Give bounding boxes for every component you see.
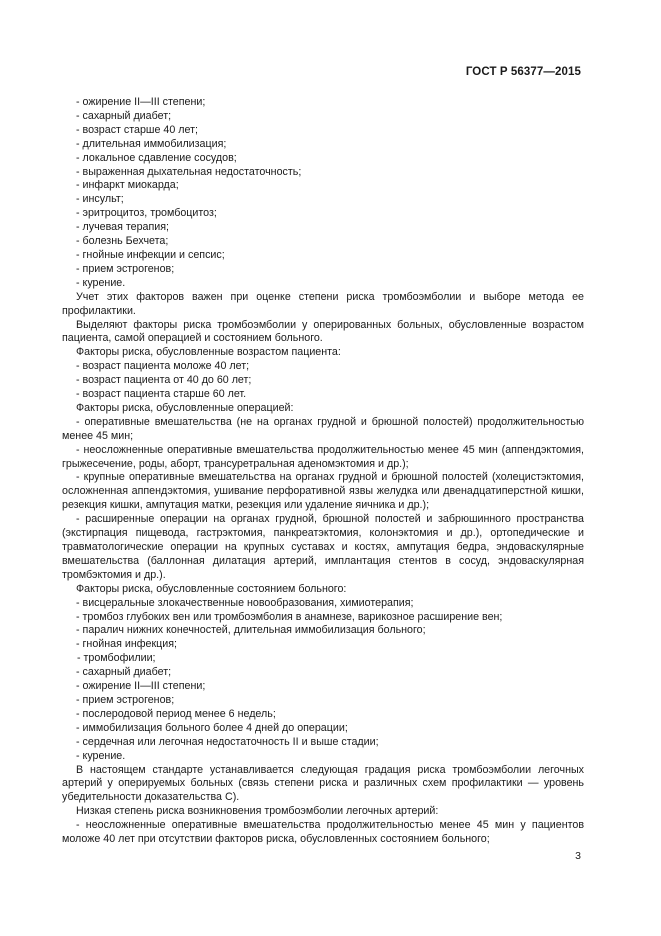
list-item: - длительная иммобилизация; bbox=[76, 137, 227, 150]
list-item: - ожирение II—III степени; bbox=[76, 96, 206, 108]
list-item: - расширенные операции на органах грудной, брюшной полостей и забрюшинного пространства (экстирпация пищевода, гастрэктомия, панкреатэктомия, колонэктомия и др.), ортопедические и травматологические операции на крупных суставах и костях, ампутация бедра, эндоваскулярные вмешательства (баллонная дилатация артерий, имплантация стентов в сосуд, эндоваскулярная тромбэктомия и др.). bbox=[62, 513, 584, 581]
list-item: - сахарный диабет; bbox=[76, 109, 172, 122]
list-item: - прием эстрогенов; bbox=[76, 693, 175, 706]
list-item: - курение. bbox=[76, 276, 126, 289]
list-item: - возраст пациента моложе 40 лет; bbox=[76, 360, 250, 373]
paragraph: Учет этих факторов важен при оценке степени риска тромбоэмболии и выборе метода ее профилактики. bbox=[62, 290, 584, 317]
list-item: - оперативные вмешательства (не на органах грудной и брюшной полостей) продолжительностью менее 45 мин; bbox=[62, 415, 584, 442]
list-item: - гнойные инфекции и сепсис; bbox=[76, 248, 225, 261]
list-item: - эритроцитоз, тромбоцитоз; bbox=[76, 207, 217, 220]
list-item: - тромбоз глубоких вен или тромбоэмболия в анамнезе, варикозное расширение вен; bbox=[76, 610, 503, 623]
document-header: ГОСТ Р 56377—2015 bbox=[465, 66, 581, 78]
section-heading: Факторы риска, обусловленные операцией: bbox=[76, 401, 294, 414]
section-heading: Факторы риска, обусловленные возрастом пациента: bbox=[76, 346, 341, 359]
list-item: - крупные оперативные вмешательства на органах грудной и брюшной полостей (холецистэктомия, осложненная аппендэктомия, ушивание перфоративной язвы желудка или двенадцатиперстной кишки, резекция кишки, ампутация матки, резекция или удаление яичника и др.); bbox=[62, 471, 584, 512]
list-item: - болезнь Бехчета; bbox=[76, 235, 169, 248]
list-item: - иммобилизация больного более 4 дней до операции; bbox=[76, 721, 348, 734]
paragraph: В настоящем стандарте устанавливается следующая градация риска тромбоэмболии легочных артерий у оперируемых больных (связь степени риска и различных схем профилактики — уровень убедительности доказательства С). bbox=[62, 763, 584, 804]
list-item: - прием эстрогенов; bbox=[76, 262, 175, 275]
list-item: - локальное сдавление сосудов; bbox=[76, 151, 237, 164]
list-item: - возраст старше 40 лет; bbox=[76, 123, 198, 136]
list-item: - инсульт; bbox=[76, 193, 124, 206]
list-item: - возраст пациента старше 60 лет. bbox=[76, 388, 247, 401]
list-item: - неосложненные оперативные вмешательства продолжительностью менее 45 мин у пациентов моложе 40 лет при отсутствии факторов риска, обусловленных состоянием больного; bbox=[62, 819, 584, 846]
list-item: - неосложненные оперативные вмешательства продолжительностью менее 45 мин (аппендэктомия, грыжесечение, роды, аборт, трансуретральная аденомэктомия и др.); bbox=[62, 443, 584, 470]
section-heading: Факторы риска, обусловленные состоянием больного: bbox=[76, 582, 347, 595]
list-item: - инфаркт миокарда; bbox=[76, 179, 179, 192]
page-number: 3 bbox=[575, 850, 581, 862]
list-item: - лучевая терапия; bbox=[76, 221, 169, 234]
list-item: - ожирение II—III степени; bbox=[76, 680, 206, 693]
list-item: - тромбофилии; bbox=[77, 652, 156, 665]
list-item: - возраст пациента от 40 до 60 лет; bbox=[76, 374, 252, 387]
list-item: - курение. bbox=[76, 749, 126, 762]
list-item: - гнойная инфекция; bbox=[76, 638, 177, 651]
document-body bbox=[62, 96, 584, 847]
list-item: - послеродовой период менее 6 недель; bbox=[76, 707, 276, 720]
list-item: - висцеральные злокачественные новообразования, химиотерапия; bbox=[76, 596, 414, 609]
list-item: - выраженная дыхательная недостаточность; bbox=[76, 165, 302, 178]
paragraph: Выделяют факторы риска тромбоэмболии у оперированных больных, обусловленные возрастом пациента, самой операцией и состоянием больного. bbox=[62, 318, 584, 345]
section-heading: Низкая степень риска возникновения тромбоэмболии легочных артерий: bbox=[76, 805, 439, 818]
list-item: - сердечная или легочная недостаточность II и выше стадии; bbox=[76, 735, 379, 748]
list-item: - паралич нижних конечностей, длительная иммобилизация больного; bbox=[76, 624, 426, 637]
list-item: - сахарный диабет; bbox=[76, 666, 172, 679]
